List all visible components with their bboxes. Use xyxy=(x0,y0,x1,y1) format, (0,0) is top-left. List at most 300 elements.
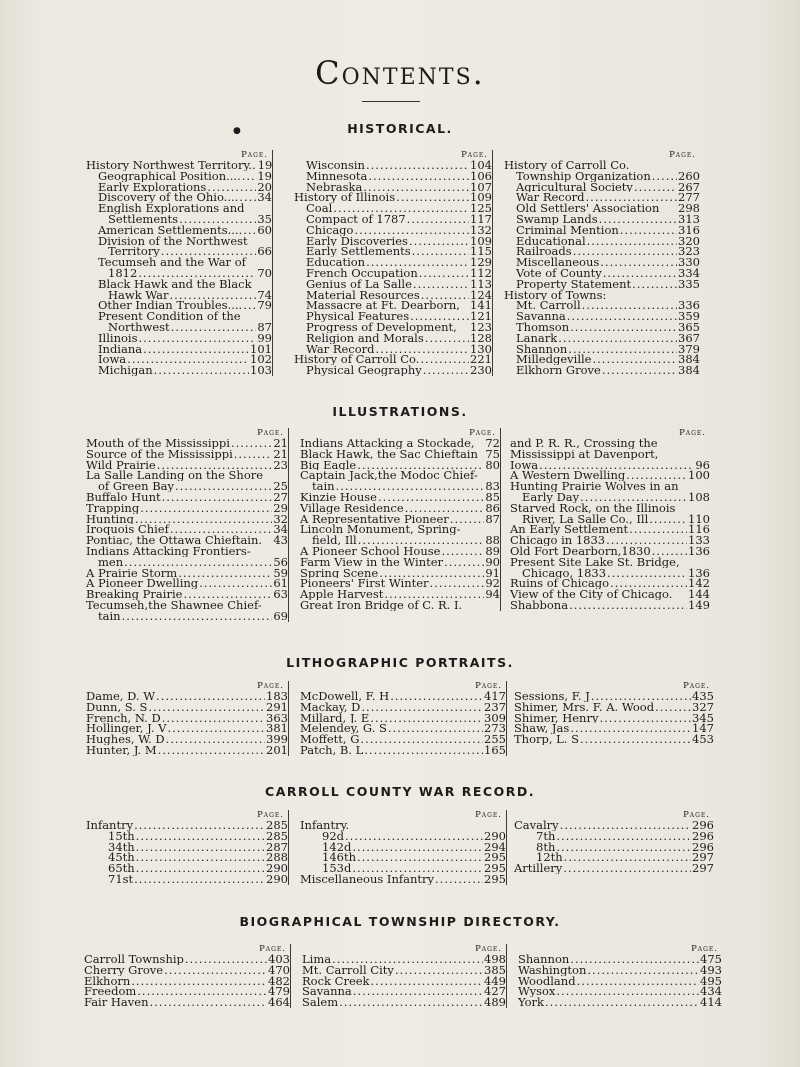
leader-dots xyxy=(573,246,677,257)
entry-page-number: 403 xyxy=(268,954,290,965)
leader-dots xyxy=(243,300,256,311)
entry-title: A Pioneer Dwelling xyxy=(86,578,199,590)
entry-title: Black Hawk, the Sac Chieftain xyxy=(300,448,478,460)
leader-dots xyxy=(242,171,257,182)
entry-page-number: 183 xyxy=(266,691,288,702)
leader-dots xyxy=(154,365,249,376)
entry-page-number: 367 xyxy=(678,332,700,344)
entry-title: Hawk War xyxy=(108,289,169,301)
entry-title: Sessions, F. J xyxy=(514,691,590,702)
leader-dots xyxy=(379,568,484,579)
leader-dots xyxy=(164,965,267,976)
entry-title: Carroll Township xyxy=(84,954,184,965)
toc-entry xyxy=(84,976,290,987)
page-label: Page. xyxy=(461,150,488,160)
entry-title: Milledgeville xyxy=(516,354,592,366)
leader-dots xyxy=(632,279,677,290)
entry-title: Hunting xyxy=(86,513,134,525)
leader-dots xyxy=(655,702,691,713)
toc-entry xyxy=(302,986,506,997)
entry-title: Shimer, Henry xyxy=(514,712,599,724)
entry-page-number: 221 xyxy=(470,354,492,366)
toc-entry xyxy=(294,257,492,268)
toc-entry xyxy=(84,965,290,976)
toc-entry xyxy=(510,546,710,557)
toc-entry xyxy=(86,492,288,503)
leader-dots xyxy=(371,976,484,987)
entry-page-number: 498 xyxy=(484,954,506,965)
leader-dots xyxy=(157,460,273,471)
toc-entry xyxy=(504,182,700,193)
entry-title: Dunn, S. S xyxy=(86,701,148,713)
leader-dots xyxy=(170,524,273,535)
toc-entry xyxy=(294,171,492,182)
entry-title: Compact of 1787 xyxy=(306,213,406,225)
leader-dots xyxy=(564,852,691,863)
leader-dots xyxy=(183,589,272,600)
toc-entry xyxy=(86,713,288,724)
entry-title: Educational xyxy=(516,235,586,247)
page-label: Page. xyxy=(257,428,284,438)
toc-entry xyxy=(504,203,700,214)
leader-dots xyxy=(345,831,483,842)
entries xyxy=(302,954,506,1008)
entry-title: Thorp, L. S xyxy=(514,734,579,745)
entry-title: Breaking Prairie xyxy=(86,589,183,600)
page-label: Page. xyxy=(241,150,268,160)
entry-title: 142d xyxy=(322,841,352,853)
entry-title: Elkhorn Grove xyxy=(516,365,601,376)
toc-entry xyxy=(86,290,272,301)
toc-entry xyxy=(86,182,272,193)
toc-entry xyxy=(514,863,714,874)
entry-page-number: 124 xyxy=(470,289,492,301)
toc-entry xyxy=(504,300,700,311)
toc-entry xyxy=(294,300,492,311)
leader-dots xyxy=(136,863,265,874)
toc-entry xyxy=(86,852,288,863)
entry-page-number: 363 xyxy=(266,712,288,724)
entry-page-number: 96 xyxy=(695,459,710,471)
leader-dots xyxy=(175,481,272,492)
toc-entry xyxy=(86,535,288,546)
toc-entry xyxy=(86,300,272,311)
entry-page-number: 70 xyxy=(257,267,272,279)
leader-dots xyxy=(127,354,249,365)
entry-page-number: 34 xyxy=(257,192,272,204)
leader-dots xyxy=(407,214,469,225)
entry-title: Vote of County xyxy=(516,267,602,279)
leader-dots xyxy=(421,290,469,301)
leader-dots xyxy=(620,225,677,236)
toc-entry xyxy=(86,503,288,514)
leader-dots xyxy=(376,344,470,355)
entry-page-number: 128 xyxy=(470,332,492,344)
toc-entry xyxy=(86,611,288,622)
toc-entry xyxy=(510,492,710,503)
entry-title: Criminal Mention xyxy=(516,224,619,236)
entry-page-number: 112 xyxy=(470,267,492,279)
page-label: Page. xyxy=(475,944,502,954)
leader-dots xyxy=(158,745,265,756)
entry-page-number: 43 xyxy=(273,535,288,546)
entry-title: 15th xyxy=(108,830,135,842)
leader-dots xyxy=(239,192,256,203)
toc-entry xyxy=(300,557,500,568)
leader-dots xyxy=(162,713,265,724)
entry-page-number: 309 xyxy=(484,712,506,724)
leader-dots xyxy=(423,365,469,376)
entry-title: McDowell, F. H xyxy=(300,691,390,702)
entry-page-number: 141 xyxy=(470,300,492,312)
leader-dots xyxy=(580,734,691,745)
toc-entry xyxy=(514,702,714,713)
entry-page-number: 296 xyxy=(692,841,714,853)
entry-page-number: 277 xyxy=(678,192,700,204)
toc-entry xyxy=(86,578,288,589)
leader-dots xyxy=(395,965,483,976)
leader-dots xyxy=(140,503,272,514)
entry-title: History Northwest Territory.. xyxy=(86,160,256,171)
entry-page-number: 80 xyxy=(485,459,500,471)
leader-dots xyxy=(570,723,691,734)
page-label: Page. xyxy=(257,810,284,820)
page-label: Page. xyxy=(679,428,706,438)
entry-page-number: 297 xyxy=(692,863,714,874)
leader-dots xyxy=(361,702,483,713)
toc-subheading: Mississippi at Davenport, xyxy=(510,448,659,460)
entry-page-number: 201 xyxy=(266,744,288,756)
entry-title: Chicago xyxy=(306,224,354,236)
toc-entry xyxy=(300,852,506,863)
entry-title: Shannon xyxy=(518,954,570,965)
entry-title: Northwest xyxy=(108,321,170,333)
entry-page-number: 85 xyxy=(485,491,500,503)
page-title: Contents. xyxy=(315,54,485,92)
entry-page-number: 100 xyxy=(688,470,710,482)
leader-dots xyxy=(122,611,273,622)
entry-title: Miscellaneous xyxy=(516,257,600,268)
toc-entry xyxy=(514,713,714,724)
entry-page-number: 290 xyxy=(266,873,288,885)
entry-title: Melendey, G. S xyxy=(300,723,387,735)
entry-title: Iowa xyxy=(98,354,127,366)
toc-subheading: Indians Attacking Frontiers- xyxy=(86,545,251,557)
entry-page-number: 336 xyxy=(678,300,700,312)
war-record-col-2 xyxy=(300,810,507,885)
leader-dots xyxy=(358,535,485,546)
war-record-col-1 xyxy=(86,810,289,885)
entry-page-number: 291 xyxy=(266,701,288,713)
toc-entry xyxy=(504,279,700,290)
entry-page-number: 32 xyxy=(273,513,288,525)
entry-title: War Record xyxy=(306,343,375,355)
leader-dots xyxy=(649,514,687,525)
entry-title: field, Ill xyxy=(312,535,357,546)
leader-dots xyxy=(162,492,273,503)
entry-page-number: 237 xyxy=(484,701,506,713)
entry-title: Wysox xyxy=(518,986,556,998)
toc-subheading: History of Carroll Co. xyxy=(504,160,630,171)
entry-page-number: 142 xyxy=(688,578,710,590)
leader-dots xyxy=(412,246,469,257)
entry-title: men xyxy=(98,556,124,568)
toc-entry xyxy=(86,568,288,579)
leader-dots xyxy=(143,344,249,355)
leader-dots xyxy=(629,524,687,535)
toc-entry xyxy=(294,322,492,333)
war-record-col-3 xyxy=(514,810,714,874)
entry-title: Hunter, J. M xyxy=(86,744,157,756)
entry-page-number: 399 xyxy=(266,734,288,745)
heading-war-record: CARROLL COUNTY WAR RECORD. xyxy=(265,784,535,799)
page-label: Page. xyxy=(683,810,710,820)
leader-dots xyxy=(136,852,265,863)
toc-entry xyxy=(300,460,500,471)
entry-page-number: 56 xyxy=(273,556,288,568)
toc-entry xyxy=(86,160,272,171)
toc-subheading: Tecumseh,the Shawnee Chief- xyxy=(86,599,262,611)
entry-page-number: 260 xyxy=(678,170,700,182)
toc-entry xyxy=(518,954,722,965)
entry-page-number: 87 xyxy=(485,513,500,525)
biographical-col-2 xyxy=(302,944,507,1008)
entries xyxy=(514,691,714,745)
toc-entry xyxy=(86,365,272,376)
entry-page-number: 495 xyxy=(700,975,722,987)
toc-subheading: Starved Rock, on the Illinois xyxy=(510,502,676,514)
entry-title: 146th xyxy=(322,852,356,864)
entry-title: Chicago, 1833 xyxy=(522,567,607,579)
entry-title: Hollinger, J. V xyxy=(86,723,167,735)
entry-page-number: 230 xyxy=(470,365,492,376)
entry-title: of Green Bay xyxy=(98,481,174,492)
toc-entry xyxy=(84,954,290,965)
leader-dots xyxy=(368,171,469,182)
entry-page-number: 453 xyxy=(692,734,714,745)
entry-page-number: 434 xyxy=(700,986,722,998)
entries xyxy=(84,954,290,1008)
entry-title: Massacre at Ft. Dearborn, xyxy=(306,300,460,312)
entry-page-number: 489 xyxy=(484,997,506,1008)
lithographic-col-1 xyxy=(86,681,289,756)
entry-page-number: 345 xyxy=(692,712,714,724)
entry-page-number: 320 xyxy=(678,235,700,247)
leader-dots xyxy=(563,863,691,874)
entry-title: Education xyxy=(306,257,366,268)
entry-page-number: 316 xyxy=(678,224,700,236)
toc-entry xyxy=(504,236,700,247)
toc-entry xyxy=(86,322,272,333)
entry-title: Mouth of the Mississippi xyxy=(86,438,230,449)
toc-subheading: Tecumseh and the War of xyxy=(98,257,246,268)
entry-title: Indiana xyxy=(98,343,143,355)
entry-page-number: 165 xyxy=(484,744,506,756)
toc-entry xyxy=(86,524,288,535)
toc-entry xyxy=(302,976,506,987)
entry-title: History of Carroll Co. xyxy=(294,354,420,366)
toc-entry xyxy=(518,997,722,1008)
entry-title: Elkhorn xyxy=(84,975,131,987)
entry-title: Big Eagle xyxy=(300,459,357,471)
entry-page-number: 365 xyxy=(678,321,700,333)
toc-subheading: Present Condition of the xyxy=(98,311,241,322)
entry-title: York xyxy=(518,997,544,1008)
entry-title: Geographical Position.... xyxy=(98,170,241,182)
entry-page-number: 359 xyxy=(678,311,700,322)
entry-page-number: 35 xyxy=(257,213,272,225)
toc-entry xyxy=(514,852,714,863)
entry-title: Woodland xyxy=(518,975,576,987)
toc-entry xyxy=(86,514,288,525)
illustrations-col-2 xyxy=(300,428,501,611)
toc-entry xyxy=(86,702,288,713)
entry-page-number: 130 xyxy=(470,343,492,355)
toc-entry xyxy=(294,279,492,290)
entry-page-number: 273 xyxy=(484,723,506,735)
entry-page-number: 330 xyxy=(678,257,700,268)
leader-dots xyxy=(592,354,677,365)
toc-entry xyxy=(300,874,506,885)
entry-page-number: 20 xyxy=(257,181,272,193)
leader-dots xyxy=(353,986,483,997)
toc-entry xyxy=(510,460,710,471)
entry-title: Religion and Morals xyxy=(306,332,424,344)
lithographic-col-3 xyxy=(514,681,714,745)
entries xyxy=(300,820,506,885)
toc-entry xyxy=(86,460,288,471)
toc-entry xyxy=(504,192,700,203)
leader-dots xyxy=(207,182,256,193)
toc-entry xyxy=(514,723,714,734)
toc-entry xyxy=(504,225,700,236)
leader-dots xyxy=(234,449,273,460)
entry-title: Wild Prairie xyxy=(86,459,156,471)
leader-dots xyxy=(652,171,677,182)
toc-entry xyxy=(510,589,710,600)
entries xyxy=(504,160,700,376)
entry-title: Early Day xyxy=(522,491,580,503)
entry-page-number: 129 xyxy=(470,257,492,268)
leader-dots xyxy=(360,734,483,745)
entry-title: River, La Salle Co., Ill xyxy=(522,513,649,525)
toc-entry xyxy=(300,546,500,557)
lithographic-col-2 xyxy=(300,681,507,756)
entry-page-number: 83 xyxy=(485,481,500,492)
entry-page-number: 66 xyxy=(257,246,272,258)
leader-dots xyxy=(161,246,257,257)
leader-dots xyxy=(567,311,677,322)
entry-title: Territory xyxy=(108,246,160,258)
entry-title: Rock Creek xyxy=(302,975,370,987)
leader-dots xyxy=(607,568,687,579)
leader-dots xyxy=(610,578,687,589)
page-label: Page. xyxy=(475,681,502,691)
entry-page-number: 296 xyxy=(692,830,714,842)
entry-page-number: 381 xyxy=(266,723,288,735)
toc-entry xyxy=(86,481,288,492)
toc-entry xyxy=(86,214,272,225)
toc-subheading: Infantry. xyxy=(300,820,350,831)
leader-dots xyxy=(148,702,265,713)
heading-biographical: BIOGRAPHICAL TOWNSHIP DIRECTORY. xyxy=(239,914,561,929)
leader-dots xyxy=(357,460,484,471)
entry-page-number: 298 xyxy=(678,203,700,214)
toc-entry xyxy=(86,723,288,734)
toc-entry xyxy=(504,354,700,365)
entry-title: tain xyxy=(312,481,335,492)
entry-title: Early Discoveries xyxy=(306,235,408,247)
entry-page-number: 479 xyxy=(268,986,290,998)
entry-page-number: 87 xyxy=(257,321,272,333)
toc-entry xyxy=(294,354,492,365)
leader-dots xyxy=(363,182,469,193)
toc-entry xyxy=(84,997,290,1008)
toc-entry xyxy=(504,333,700,344)
entry-page-number: 90 xyxy=(485,556,500,568)
entry-title: Agricultural Society xyxy=(516,181,633,193)
leader-dots xyxy=(545,997,699,1008)
entry-title: Railroads xyxy=(516,246,572,258)
toc-entry xyxy=(86,820,288,831)
toc-entry xyxy=(86,225,272,236)
entry-page-number: 147 xyxy=(692,723,714,735)
illustrations-col-3 xyxy=(510,428,710,611)
leader-dots xyxy=(599,713,691,724)
leader-dots xyxy=(587,236,677,247)
entry-page-number: 470 xyxy=(268,964,290,976)
entry-page-number: 427 xyxy=(484,986,506,998)
leader-dots xyxy=(366,160,469,171)
entries xyxy=(514,820,714,874)
entry-title: Illinois xyxy=(98,332,138,344)
entry-page-number: 113 xyxy=(470,278,492,290)
entries xyxy=(510,438,710,611)
entry-page-number: 27 xyxy=(273,491,288,503)
leader-dots xyxy=(136,842,265,853)
entry-page-number: 288 xyxy=(266,852,288,864)
entry-page-number: 144 xyxy=(688,589,710,600)
leader-dots xyxy=(606,535,687,546)
entry-page-number: 385 xyxy=(484,964,506,976)
toc-entry xyxy=(84,986,290,997)
toc-entry xyxy=(294,333,492,344)
toc-entry xyxy=(300,514,500,525)
page-label: Page. xyxy=(259,944,286,954)
leader-dots xyxy=(430,578,485,589)
toc-entry xyxy=(514,691,714,702)
toc-entry xyxy=(300,589,500,600)
leader-dots xyxy=(166,734,265,745)
leader-dots xyxy=(558,333,677,344)
entry-page-number: 125 xyxy=(470,203,492,214)
entries xyxy=(86,160,272,376)
entry-title: Discovery of the Ohio.... xyxy=(98,192,239,204)
leader-dots xyxy=(167,723,265,734)
entry-title: American Settlements.... xyxy=(98,224,243,236)
entry-page-number: 323 xyxy=(678,246,700,258)
toc-entry xyxy=(302,965,506,976)
entry-page-number: 482 xyxy=(268,975,290,987)
entry-page-number: 60 xyxy=(257,224,272,236)
entry-title: Swamp Lands xyxy=(516,213,598,225)
historical-col-1 xyxy=(86,150,273,376)
toc-entry xyxy=(86,842,288,853)
toc-entry xyxy=(510,568,710,579)
toc-entry xyxy=(294,246,492,257)
toc-entry xyxy=(294,365,492,376)
entry-title: 45th xyxy=(108,852,135,864)
